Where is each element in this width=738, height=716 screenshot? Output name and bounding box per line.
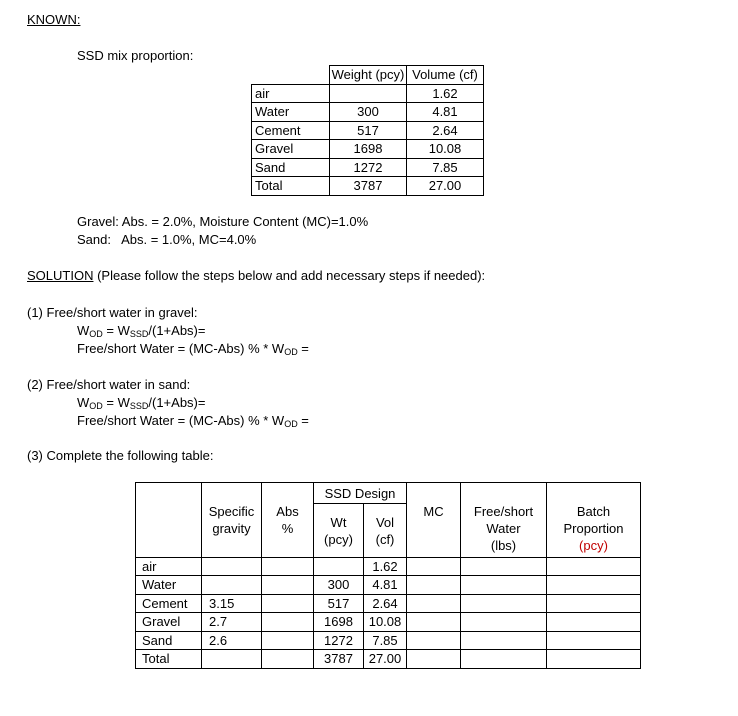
solution-heading xyxy=(27,268,485,283)
step3-title: (3) Complete the following table: xyxy=(27,448,214,463)
known-heading: KNOWN: xyxy=(27,12,81,27)
design-table xyxy=(135,482,641,669)
known-col-weight: Weight (pcy) xyxy=(330,66,407,85)
step1-wod-equation: $W_{OD} = W_{SSD}/(1+Abs)=$ xyxy=(77,323,206,339)
solution-instructions: (Please follow the steps below and add necessary steps if needed): xyxy=(93,268,486,283)
step2-free-water-equation: Free/short Water = (MC-Abs) % * $W_{OD}$ = xyxy=(77,413,309,429)
step1-title: (1) Free/short water in gravel: xyxy=(27,305,198,320)
known-table xyxy=(251,65,484,196)
ssd-mix-label: SSD mix proportion: xyxy=(77,48,194,63)
gravel-properties: Gravel: Abs. = 2.0%, Moisture Content (MC)=1.0% xyxy=(77,214,369,229)
solution-label: SOLUTION xyxy=(27,268,94,283)
table-row: Sand 2.6 1272 7.85 xyxy=(136,631,641,650)
table-row: air 1.62 xyxy=(136,557,641,576)
table-row: Sand 1272 7.85 xyxy=(252,158,484,177)
table-row: Water 300 4.81 xyxy=(252,103,484,122)
header-ssd-design: SSD Design xyxy=(314,483,407,504)
step2-title: (2) Free/short water in sand: xyxy=(27,377,191,392)
sand-properties: Sand: Abs. = 1.0%, MC=4.0% xyxy=(77,232,257,247)
step2-wod-equation: $W_{OD} = W_{SSD}/(1+Abs)=$ xyxy=(77,395,206,411)
table-row: Gravel 2.7 1698 10.08 xyxy=(136,613,641,632)
table-row: Water 300 4.81 xyxy=(136,576,641,595)
header-free-short-water: Free/short Water (lbs) xyxy=(461,483,547,558)
known-header-row xyxy=(252,66,484,85)
header-abs: Abs % xyxy=(262,483,314,558)
step1-free-water-equation: Free/short Water = (MC-Abs) % * $W_{OD}$ = xyxy=(77,341,309,357)
table-row: Total 3787 27.00 xyxy=(252,177,484,196)
header-specific-gravity: Specific gravity xyxy=(202,483,262,558)
table-row: Total 3787 27.00 xyxy=(136,650,641,669)
table-row: Cement 517 2.64 xyxy=(252,121,484,140)
table-row: air 1.62 xyxy=(252,84,484,103)
known-col-volume: Volume (cf) xyxy=(407,66,484,85)
header-wt: Wt (pcy) xyxy=(314,503,364,557)
table-row: Gravel 1698 10.08 xyxy=(252,140,484,159)
header-vol: Vol (cf) xyxy=(364,503,407,557)
header-mc: MC xyxy=(407,483,461,558)
header-batch-proportion: Batch Proportion (pcy) xyxy=(547,483,641,558)
table-row: Cement 3.15 517 2.64 xyxy=(136,594,641,613)
